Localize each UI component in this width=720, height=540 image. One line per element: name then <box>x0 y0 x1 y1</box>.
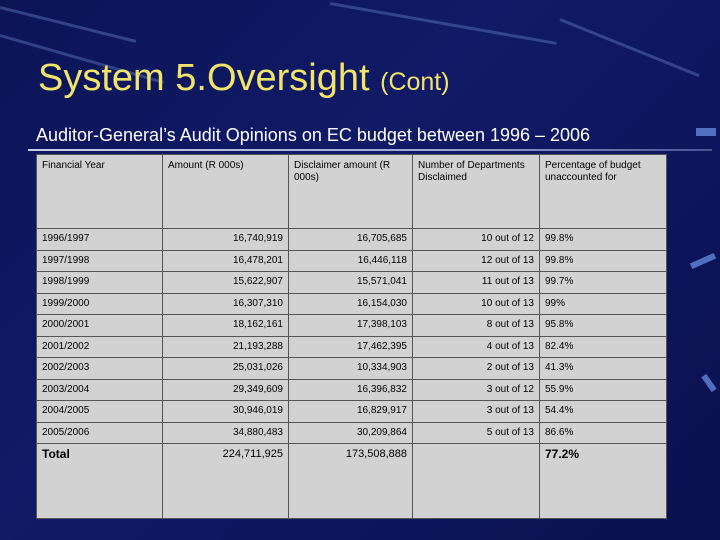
cell-amount: 30,946,019 <box>163 401 289 423</box>
page-title <box>38 56 450 104</box>
cell-percentage: 99.7% <box>540 272 667 294</box>
column-header-financial-year: Financial Year <box>37 155 163 229</box>
cell-percentage: 99.8% <box>540 250 667 272</box>
cell-financial-year: 1996/1997 <box>37 229 163 251</box>
cell-amount: 21,193,288 <box>163 336 289 358</box>
table-row <box>37 358 667 380</box>
right-edge-mark <box>701 374 716 392</box>
cell-financial-year: 1997/1998 <box>37 250 163 272</box>
cell-percentage: 54.4% <box>540 401 667 423</box>
cell-departments-disclaimed: 8 out of 13 <box>413 315 540 337</box>
cell-financial-year: 1998/1999 <box>37 272 163 294</box>
table-row <box>37 379 667 401</box>
table-header-row <box>37 155 667 229</box>
table-row <box>37 229 667 251</box>
cell-disclaimer-amount: 17,462,395 <box>289 336 413 358</box>
column-header-departments-disclaimed: Number of Departments Disclaimed <box>413 155 540 229</box>
cell-total-disclaimer-amount: 173,508,888 <box>289 444 413 519</box>
column-header-disclaimer-amount: Disclaimer amount (R 000s) <box>289 155 413 229</box>
cell-percentage: 86.6% <box>540 422 667 444</box>
table-row <box>37 422 667 444</box>
cell-disclaimer-amount: 30,209,864 <box>289 422 413 444</box>
cell-departments-disclaimed: 10 out of 12 <box>413 229 540 251</box>
table-total-row <box>37 444 667 519</box>
table-row <box>37 336 667 358</box>
cell-disclaimer-amount: 10,334,903 <box>289 358 413 380</box>
cell-departments-disclaimed: 11 out of 13 <box>413 272 540 294</box>
cell-percentage: 99.8% <box>540 229 667 251</box>
table-row <box>37 401 667 423</box>
cell-disclaimer-amount: 16,705,685 <box>289 229 413 251</box>
page-subtitle: Auditor-General’s Audit Opinions on EC budget between 1996 – 2006 <box>36 125 591 145</box>
right-edge-mark <box>696 128 716 136</box>
cell-percentage: 55.9% <box>540 379 667 401</box>
column-header-amount: Amount (R 000s) <box>163 155 289 229</box>
cell-departments-disclaimed: 3 out of 13 <box>413 401 540 423</box>
cell-amount: 16,478,201 <box>163 250 289 272</box>
cell-disclaimer-amount: 16,829,917 <box>289 401 413 423</box>
background-streak <box>0 6 136 43</box>
cell-amount: 29,349,609 <box>163 379 289 401</box>
cell-total-label: Total <box>37 444 163 519</box>
cell-amount: 15,622,907 <box>163 272 289 294</box>
title-main: System 5.Oversight <box>38 57 370 99</box>
cell-amount: 16,307,310 <box>163 293 289 315</box>
cell-percentage: 99% <box>540 293 667 315</box>
cell-total-percentage: 77.2% <box>540 444 667 519</box>
cell-departments-disclaimed: 3 out of 12 <box>413 379 540 401</box>
cell-disclaimer-amount: 15,571,041 <box>289 272 413 294</box>
column-header-percentage: Percentage of budget unaccounted for <box>540 155 667 229</box>
background-streak <box>559 18 699 77</box>
background-streak <box>330 2 557 45</box>
cell-disclaimer-amount: 16,154,030 <box>289 293 413 315</box>
table-row <box>37 272 667 294</box>
cell-amount: 16,740,919 <box>163 229 289 251</box>
audit-opinions-table <box>36 154 667 519</box>
table-row <box>37 250 667 272</box>
cell-financial-year: 2002/2003 <box>37 358 163 380</box>
cell-percentage: 95.8% <box>540 315 667 337</box>
cell-departments-disclaimed: 10 out of 13 <box>413 293 540 315</box>
cell-financial-year: 2004/2005 <box>37 401 163 423</box>
cell-total-departments <box>413 444 540 519</box>
cell-disclaimer-amount: 17,398,103 <box>289 315 413 337</box>
cell-percentage: 82.4% <box>540 336 667 358</box>
cell-financial-year: 1999/2000 <box>37 293 163 315</box>
title-suffix: (Cont) <box>380 68 450 96</box>
cell-departments-disclaimed: 2 out of 13 <box>413 358 540 380</box>
cell-disclaimer-amount: 16,446,118 <box>289 250 413 272</box>
title-divider <box>28 149 712 151</box>
table-row <box>37 293 667 315</box>
cell-percentage: 41.3% <box>540 358 667 380</box>
cell-financial-year: 2003/2004 <box>37 379 163 401</box>
table-row <box>37 315 667 337</box>
cell-amount: 25,031,026 <box>163 358 289 380</box>
cell-financial-year: 2005/2006 <box>37 422 163 444</box>
cell-departments-disclaimed: 12 out of 13 <box>413 250 540 272</box>
cell-disclaimer-amount: 16,396,832 <box>289 379 413 401</box>
right-edge-mark <box>690 253 716 269</box>
cell-departments-disclaimed: 4 out of 13 <box>413 336 540 358</box>
cell-amount: 18,162,161 <box>163 315 289 337</box>
cell-financial-year: 2001/2002 <box>37 336 163 358</box>
cell-financial-year: 2000/2001 <box>37 315 163 337</box>
cell-departments-disclaimed: 5 out of 13 <box>413 422 540 444</box>
cell-amount: 34,880,483 <box>163 422 289 444</box>
cell-total-amount: 224,711,925 <box>163 444 289 519</box>
